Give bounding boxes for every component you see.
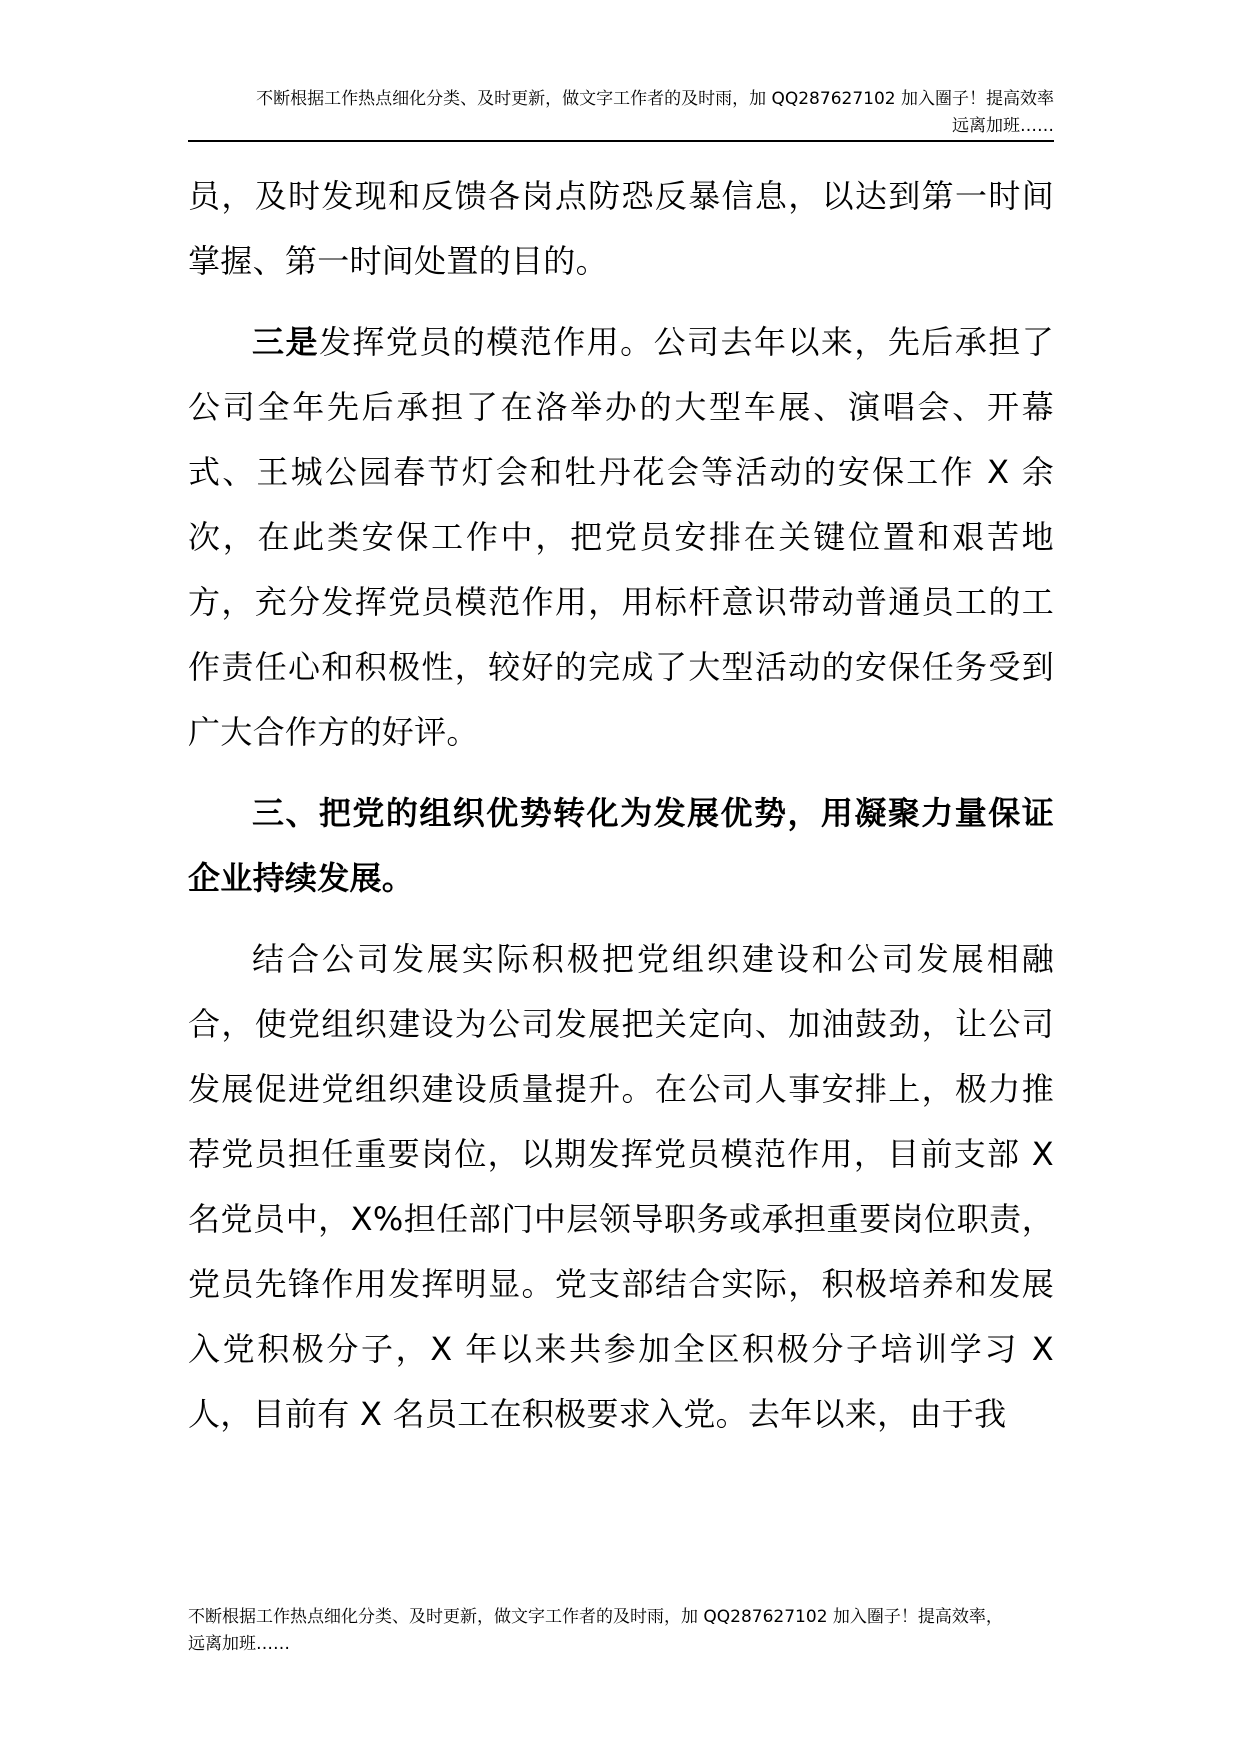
page-header bbox=[188, 86, 1054, 140]
document-body bbox=[188, 164, 1054, 1447]
header-line-1: 不断根据工作热点细化分类、及时更新，做文字工作者的及时雨，加 QQ287627102 加入圈子！提高效率 bbox=[256, 89, 1054, 109]
header-line-2: 远离加班…… bbox=[952, 116, 1054, 136]
paragraph-party-member-role bbox=[188, 310, 1054, 765]
page-footer bbox=[188, 1604, 1054, 1658]
paragraph-continuation: 员，及时发现和反馈各岗点防恐反暴信息，以达到第一时间掌握、第一时间处置的目的。 bbox=[188, 177, 1054, 280]
footer-line-2: 远离加班…… bbox=[188, 1634, 290, 1654]
paragraph-text: 发挥党员的模范作用。公司去年以来，先后承担了公司全年先后承担了在洛举办的大型车展、演唱会、开幕式、王城公园春节灯会和牡丹花会等活动的安保工作 X 余次，在此类安保工作中，把党员安排在关键位置和艰苦地方，充分发挥党员模范作用，用标杆意识带动普通员工的工作责任心和积极性，较好的完成了大型活动的安保任务受到广大合作方的好评。 bbox=[188, 323, 1054, 751]
paragraph-integration: 结合公司发展实际积极把党组织建设和公司发展相融合，使党组织建设为公司发展把关定向、加油鼓劲，让公司发展促进党组织建设质量提升。在公司人事安排上，极力推荐党员担任重要岗位，以期发挥党员模范作用，目前支部 X 名党员中，X%担任部门中层领导职务或承担重要岗位职责，党员先锋作用发挥明显。党支部结合实际，积极培养和发展入党积极分子，X 年以来共参加全区积极分子培训学习 X 人，目前有 X 名员工在积极要求入党。去年以来，由于我 bbox=[188, 940, 1054, 1433]
header-divider bbox=[188, 140, 1054, 142]
footer-line-1: 不断根据工作热点细化分类、及时更新，做文字工作者的及时雨，加 QQ287627102 加入圈子！提高效率， bbox=[188, 1607, 1003, 1627]
paragraph-lead-bold: 三是 bbox=[252, 323, 319, 361]
section-heading: 三、把党的组织优势转化为发展优势，用凝聚力量保证企业持续发展。 bbox=[188, 794, 1054, 897]
